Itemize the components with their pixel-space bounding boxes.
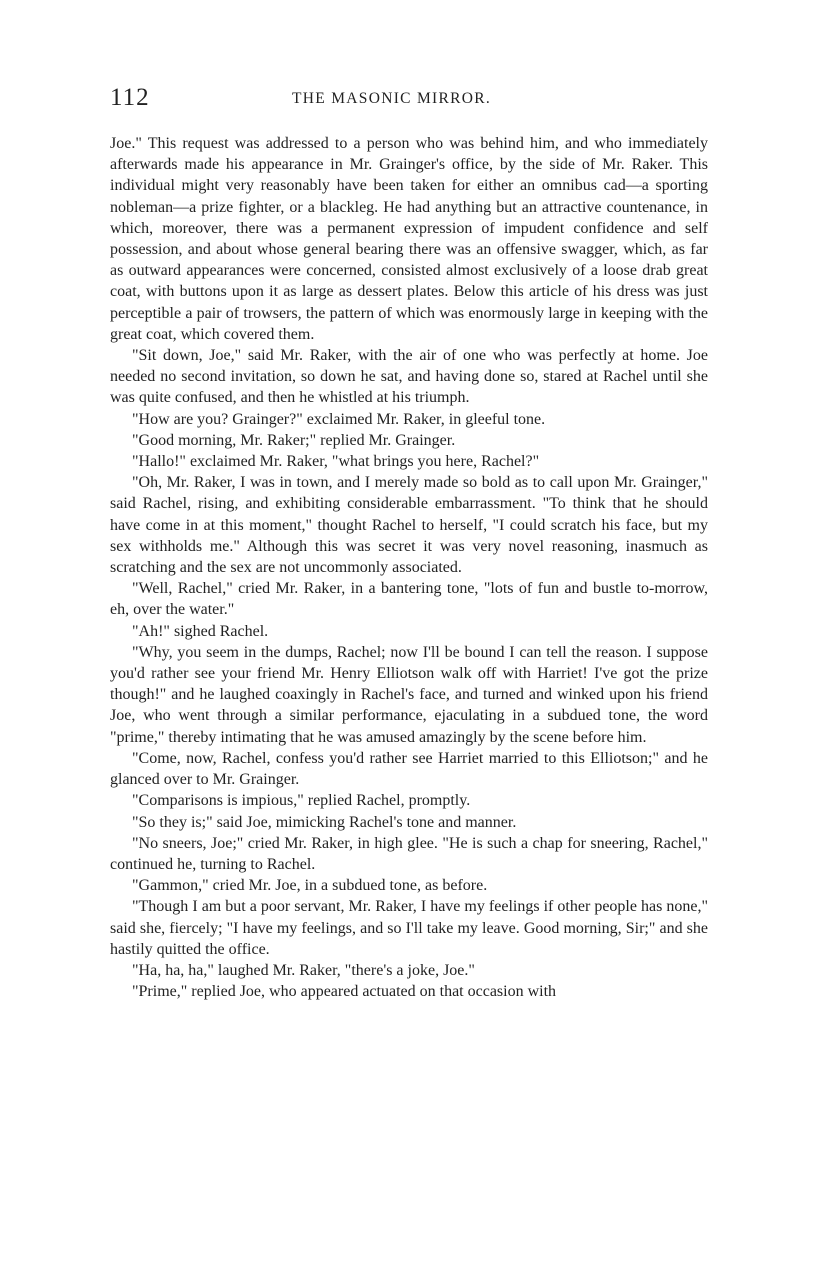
paragraph: "Ha, ha, ha," laughed Mr. Raker, "there's a joke, Joe." (132, 961, 475, 979)
page-header (110, 84, 706, 114)
paragraph: Joe." This request was addressed to a person who was behind him, and who immediately afterwards made his appearance in Mr. Grainger's office, by the side of Mr. Raker. This individual might very reasonably have been taken for either an omnibus cad—a sporting nobleman—a prize fighter, or a blackleg. He had anything but an attractive countenance, in which, moreover, there was a permanent expression of impudent confidence and self possession, and about whose general bearing there was an offensive swagger, which, as far as outward appearances were concerned, consisted almost exclusively of a loose drab great coat, with buttons upon it as large as dessert plates. Below this article of his dress was just perceptible a pair of trowsers, the pattern of which was enormously large in keeping with the great coat, which covered them. (110, 135, 708, 343)
paragraph: "Sit down, Joe," said Mr. Raker, with the air of one who was perfectly at home. Joe needed no second invitation, so down he sat, and having done so, stared at Rachel until she was quite confused, and then he whistled at his triumph. (110, 347, 708, 407)
paragraph: "How are you? Grainger?" exclaimed Mr. Raker, in gleeful tone. (132, 410, 546, 428)
body-text (110, 133, 708, 1002)
running-title: THE MASONIC MIRROR. (292, 90, 492, 107)
paragraph: "Hallo!" exclaimed Mr. Raker, "what brings you here, Rachel?" (132, 453, 540, 471)
paragraph: "Comparisons is impious," replied Rachel, promptly. (132, 792, 471, 810)
paragraph: "Well, Rachel," cried Mr. Raker, in a bantering tone, "lots of fun and bustle to-morrow, eh, over the water." (110, 580, 708, 619)
paragraph: "Though I am but a poor servant, Mr. Raker, I have my feelings if other people has none," said she, fiercely; "I have my feelings, and so I'll take my leave. Good morning, Sir;" and she hastily quitted the office. (110, 898, 708, 958)
paragraph: "Oh, Mr. Raker, I was in town, and I merely made so bold as to call upon Mr. Grainger," said Rachel, rising, and exhibiting considerable embarrassment. "To think that he should have come in at this moment," thought Rachel to herself, "I could scratch his face, but my sex withholds me." Although this was secret it was very novel reasoning, inasmuch as scratching and the sex are not uncommonly associated. (110, 474, 708, 577)
page-number: 112 (110, 84, 150, 111)
paragraph: "No sneers, Joe;" cried Mr. Raker, in high glee. "He is such a chap for sneering, Rachel," continued he, turning to Rachel. (110, 834, 708, 873)
paragraph: "So they is;" said Joe, mimicking Rachel's tone and manner. (132, 813, 517, 831)
paragraph: "Why, you seem in the dumps, Rachel; now I'll be bound I can tell the reason. I suppose you'd rather see your friend Mr. Henry Elliotson walk off with Harriet! I've got the prize though!" and he laughed coaxingly in Rachel's face, and turned and winked upon his friend Joe, who went through a similar performance, ejaculating in a subdued tone, the word "prime," thereby intimating that he was amused amazingly by the scene before him. (110, 643, 708, 746)
paragraph: "Prime," replied Joe, who appeared actuated on that occasion with (132, 983, 557, 1001)
paragraph: "Good morning, Mr. Raker;" replied Mr. Grainger. (132, 431, 456, 449)
paragraph: "Gammon," cried Mr. Joe, in a subdued tone, as before. (132, 877, 488, 895)
paragraph: "Ah!" sighed Rachel. (132, 622, 269, 640)
paragraph: "Come, now, Rachel, confess you'd rather see Harriet married to this Elliotson;" and he glanced over to Mr. Grainger. (110, 749, 708, 789)
